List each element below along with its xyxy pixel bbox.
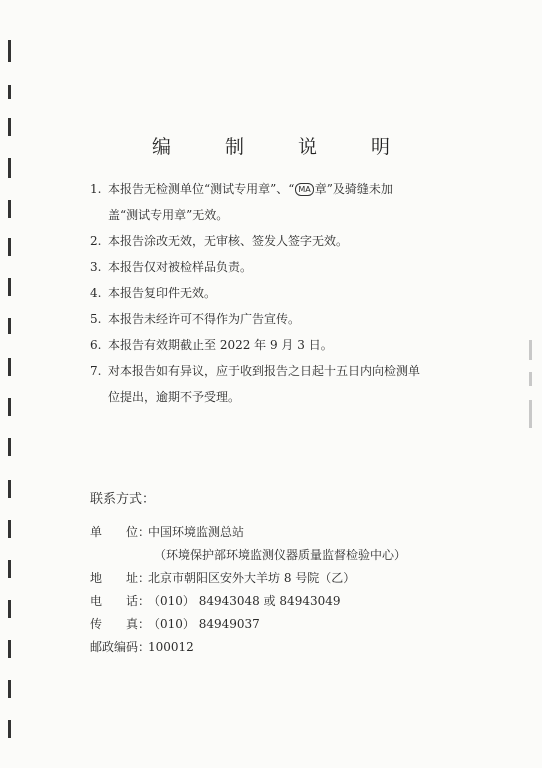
note-item: [90, 228, 470, 254]
contact-section: [90, 488, 407, 659]
note-number: 6.: [90, 338, 102, 352]
contact-value: 100012: [148, 640, 194, 654]
contact-row-phone: [90, 590, 341, 613]
note-line: 本报告未经许可不得作为广告宣传。: [108, 312, 301, 326]
note-line: 位提出，逾期不予受理。: [108, 390, 241, 404]
contact-row-unit-sub: [90, 544, 407, 567]
contact-row-address: [90, 567, 356, 590]
binding-mark: [8, 318, 11, 334]
binding-mark: [8, 640, 11, 658]
contact-label: 电 话：: [90, 594, 151, 608]
binding-mark: [8, 600, 11, 618]
contact-row-fax: [90, 613, 260, 636]
note-item: [90, 280, 470, 306]
binding-mark: [8, 278, 11, 296]
note-item: [90, 306, 470, 332]
contact-label: 传 真：: [90, 617, 151, 631]
note-line: 盖“测试专用章”无效。: [108, 208, 229, 222]
binding-mark: [8, 40, 11, 62]
note-line: 对本报告如有异议，应于收到报告之日起十五日内向检测单: [108, 364, 421, 378]
note-item: [90, 358, 470, 410]
contact-value: （环境保护部环境监测仪器质量监督检验中心）: [154, 548, 407, 562]
note-line: 本报告复印件无效。: [108, 286, 217, 300]
contact-label: 单 位：: [90, 525, 151, 539]
binding-mark: [8, 158, 11, 178]
contact-value: （010） 84949037: [148, 617, 260, 631]
binding-mark: [8, 85, 11, 99]
note-item: [90, 176, 470, 228]
binding-mark: [8, 438, 11, 456]
scan-smudge: [529, 372, 532, 386]
contact-value: 北京市朝阳区安外大羊坊 8 号院（乙）: [148, 571, 356, 585]
binding-mark: [8, 200, 11, 218]
contact-row-postcode: [90, 636, 194, 659]
contact-label: 地 址：: [90, 571, 151, 585]
contact-row-unit: [90, 521, 245, 544]
note-number: 2.: [90, 234, 102, 248]
notes-list: [90, 176, 470, 410]
note-line: 本报告涂改无效，无审核、签发人签字无效。: [108, 234, 349, 248]
note-number: 4.: [90, 286, 102, 300]
scan-smudge: [529, 400, 532, 428]
note-number: 1.: [90, 182, 102, 196]
contact-title: 联系方式：: [90, 492, 156, 507]
cma-stamp-icon: MA: [295, 183, 313, 196]
contact-value: （010） 84943048 或 84943049: [148, 594, 341, 608]
note-item: [90, 254, 470, 280]
note-line: 本报告有效期截止至 2022 年 9 月 3 日。: [108, 338, 333, 352]
binding-mark: [8, 720, 11, 738]
binding-mark: [8, 520, 11, 538]
scan-smudge: [529, 340, 532, 360]
binding-mark: [8, 480, 11, 498]
binding-mark: [8, 680, 11, 698]
binding-mark: [8, 560, 11, 578]
page-title: 编 制 说 明: [151, 136, 415, 158]
note-number: 5.: [90, 312, 102, 326]
note-line: 本报告无检测单位“测试专用章”、“ MA 章”及骑缝未加: [108, 182, 393, 196]
note-number: 7.: [90, 364, 102, 378]
binding-mark: [8, 358, 11, 376]
note-line: 本报告仅对被检样品负责。: [108, 260, 253, 274]
note-number: 3.: [90, 260, 102, 274]
contact-label: 邮政编码：: [90, 640, 151, 654]
binding-mark: [8, 398, 11, 416]
binding-mark: [8, 238, 11, 256]
note-item: [90, 332, 470, 358]
contact-value: 中国环境监测总站: [148, 525, 245, 539]
